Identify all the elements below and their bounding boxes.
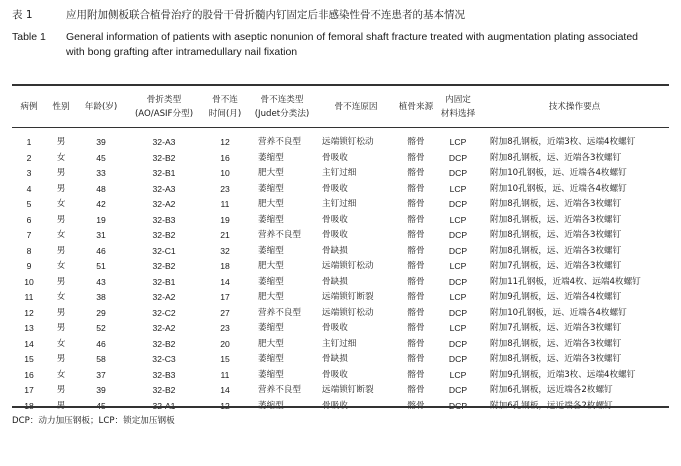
table-caption-cn — [12, 7, 465, 22]
cell-id: 4 — [26, 183, 32, 194]
cell-age: 48 — [96, 183, 106, 194]
table-footnote: DCP：动力加压钢板；LCP：锁定加压钢板 — [12, 416, 175, 426]
header-nonunion-time-line2: 时间(月) — [208, 109, 242, 119]
cell-id: 17 — [24, 385, 34, 395]
table-row — [12, 244, 669, 260]
table-row — [12, 166, 669, 182]
header-age-text: 年龄(岁) — [84, 102, 118, 112]
cell-id: 3 — [26, 168, 32, 178]
header-fixation-line2: 材料选择 — [440, 109, 476, 119]
cell-age: 46 — [96, 338, 106, 349]
table-bottom-rule — [12, 406, 669, 408]
header-technique-text: 技术操作要点 — [548, 102, 601, 112]
cell-age: 58 — [96, 354, 106, 364]
cell-sex: 男 — [56, 323, 66, 333]
cell-sex: 女 — [56, 230, 66, 240]
cell-ntype: 营养不良型 — [258, 385, 301, 395]
cell-fix: DCP — [448, 276, 468, 287]
cell-ftype: 32-B1 — [152, 168, 176, 178]
cell-id: 14 — [24, 338, 34, 349]
cell-tech: 附加8孔钢板，远、近端各3枚螺钉 — [490, 245, 622, 256]
cell-ftype: 32-A3 — [152, 183, 176, 194]
cell-id: 10 — [24, 276, 34, 287]
cell-fix: LCP — [449, 137, 467, 147]
header-fixation-line1: 内固定 — [445, 95, 471, 105]
cell-ntype: 营养不良型 — [258, 230, 301, 240]
cell-source: 髂骨 — [407, 354, 425, 364]
cell-cause: 骨缺损 — [322, 354, 348, 364]
cell-cause: 远端锁钉断裂 — [322, 292, 374, 302]
header-age — [76, 90, 126, 124]
cell-sex: 男 — [56, 214, 66, 225]
cell-ftype: 32-C2 — [152, 307, 176, 318]
header-sex — [46, 90, 76, 124]
table-row — [12, 321, 669, 337]
cell-ftype: 32-A2 — [152, 292, 176, 302]
cell-age: 43 — [96, 276, 106, 287]
header-nonunion-type — [248, 90, 316, 124]
cell-id: 13 — [24, 323, 34, 333]
cell-age: 37 — [96, 369, 106, 380]
cell-fix: LCP — [449, 369, 467, 380]
table-row — [12, 383, 669, 399]
header-cause — [316, 90, 396, 124]
cell-source: 髂骨 — [407, 152, 425, 163]
cell-age: 51 — [96, 261, 106, 271]
cell-ntype: 萎缩型 — [258, 245, 284, 256]
cell-id: 2 — [26, 152, 32, 163]
cell-fix: LCP — [449, 261, 467, 271]
cell-time: 23 — [220, 323, 230, 333]
cell-tech: 附加10孔钢板，远、近端各4枚螺钉 — [490, 168, 627, 178]
cell-ftype: 32-A2 — [152, 323, 176, 333]
header-fixation — [436, 90, 480, 124]
cell-ftype: 32-A2 — [152, 199, 176, 209]
cell-id: 16 — [24, 369, 34, 380]
cell-id: 11 — [24, 292, 34, 302]
cell-ftype: 32-B3 — [152, 369, 176, 380]
cell-sex: 男 — [56, 183, 66, 194]
cell-fix: DCP — [448, 245, 468, 256]
cell-tech: 附加7孔钢板，远、近端各3枚螺钉 — [490, 261, 622, 271]
cell-time: 14 — [220, 276, 230, 287]
cell-cause: 骨吸收 — [322, 214, 348, 225]
cell-ftype: 32-B2 — [152, 338, 176, 349]
cell-age: 19 — [96, 214, 106, 225]
cell-fix: DCP — [448, 230, 468, 240]
table-title-en-line1: General information of patients with aseptic nonunion of femoral shaft fracture treated with augmentation plating associated — [66, 31, 638, 43]
cell-cause: 远端锁钉断裂 — [322, 385, 374, 395]
cell-source: 髂骨 — [407, 307, 425, 318]
cell-age: 33 — [96, 168, 106, 178]
table-row — [12, 182, 669, 198]
cell-cause: 骨吸收 — [322, 323, 348, 333]
cell-age: 42 — [96, 199, 106, 209]
cell-tech: 附加8孔钢板，远、近端各3枚螺钉 — [490, 338, 622, 349]
cell-cause: 骨缺损 — [322, 276, 348, 287]
cell-fix: LCP — [449, 183, 467, 194]
cell-sex: 女 — [56, 338, 66, 349]
cell-cause: 骨缺损 — [322, 245, 348, 256]
cell-time: 16 — [220, 152, 230, 163]
header-technique — [480, 90, 669, 124]
cell-time: 18 — [220, 261, 230, 271]
cell-ftype: 32-B2 — [152, 230, 176, 240]
cell-id: 9 — [26, 261, 32, 271]
cell-tech: 附加8孔钢板，远、近端各3枚螺钉 — [490, 152, 622, 163]
cell-source: 髂骨 — [407, 245, 425, 256]
cell-time: 20 — [220, 338, 230, 349]
cell-ntype: 萎缩型 — [258, 354, 284, 364]
cell-tech: 附加8孔钢板，远、近端各3枚螺钉 — [490, 199, 622, 209]
cell-ntype: 营养不良型 — [258, 307, 301, 318]
cell-ntype: 肥大型 — [258, 199, 284, 209]
cell-fix: LCP — [449, 323, 467, 333]
cell-tech: 附加10孔钢板，远、近端各4枚螺钉 — [490, 307, 627, 318]
cell-ftype: 32-B2 — [152, 261, 176, 271]
cell-source: 髂骨 — [407, 385, 425, 395]
cell-time: 15 — [220, 354, 230, 364]
cell-fix: LCP — [449, 292, 467, 302]
table-row — [12, 306, 669, 322]
table-caption-en — [12, 30, 638, 60]
cell-source: 髂骨 — [407, 137, 425, 147]
cell-sex: 男 — [56, 354, 66, 364]
cell-ntype: 营养不良型 — [258, 137, 301, 147]
cell-tech: 附加11孔钢板，近端4枚、远端4枚螺钉 — [490, 276, 641, 287]
cell-time: 27 — [220, 307, 230, 318]
cell-ntype: 肥大型 — [258, 338, 284, 349]
table-row — [12, 337, 669, 353]
table-label-en: Table 1 — [12, 31, 46, 43]
cell-source: 髂骨 — [407, 261, 425, 271]
cell-tech: 附加9孔钢板，远、近端各4枚螺钉 — [490, 292, 622, 302]
cell-cause: 骨吸收 — [322, 183, 348, 194]
cell-ntype: 肥大型 — [258, 292, 284, 302]
cell-age: 29 — [96, 307, 106, 318]
header-nonunion-time — [202, 90, 248, 124]
cell-id: 7 — [26, 230, 32, 240]
cell-fix: DCP — [448, 338, 468, 349]
cell-source: 髂骨 — [407, 276, 425, 287]
cell-sex: 男 — [56, 276, 66, 287]
table-row — [12, 228, 669, 244]
header-nonunion-time-line1: 骨不连 — [212, 95, 238, 105]
header-id-text: 病例 — [20, 102, 38, 112]
cell-ntype: 肥大型 — [258, 261, 284, 271]
cell-tech: 附加10孔钢板，远、近端各4枚螺钉 — [490, 183, 627, 194]
cell-fix: DCP — [448, 199, 468, 209]
table-row — [12, 290, 669, 306]
cell-sex: 女 — [56, 261, 66, 271]
header-source-text: 植骨来源 — [398, 102, 434, 112]
cell-ftype: 32-C3 — [152, 354, 176, 364]
cell-time: 23 — [220, 183, 230, 194]
cell-time: 32 — [220, 245, 230, 256]
cell-ntype: 萎缩型 — [258, 214, 284, 225]
cell-tech: 附加8孔钢板，近端3枚、远端4枚螺钉 — [490, 137, 636, 147]
cell-source: 髂骨 — [407, 338, 425, 349]
cell-age: 38 — [96, 292, 106, 302]
cell-time: 10 — [220, 168, 230, 178]
cell-tech: 附加8孔钢板，远、近端各3枚螺钉 — [490, 214, 622, 225]
cell-tech: 附加6孔钢板，远近端各2枚螺钉 — [490, 385, 613, 395]
cell-age: 46 — [96, 245, 106, 256]
table-row — [12, 352, 669, 368]
cell-time: 12 — [220, 137, 230, 147]
cell-id: 5 — [26, 199, 32, 209]
cell-sex: 男 — [56, 385, 66, 395]
cell-sex: 男 — [56, 245, 66, 256]
cell-cause: 骨吸收 — [322, 369, 348, 380]
header-sex-text: 性别 — [52, 102, 70, 112]
cell-cause: 远端锁钉松动 — [322, 137, 374, 147]
cell-cause: 主钉过细 — [322, 338, 357, 349]
header-nonunion-type-line1: 骨不连类型 — [260, 95, 304, 105]
cell-time: 11 — [220, 369, 230, 380]
cell-source: 髂骨 — [407, 214, 425, 225]
header-fracture-type-line1: 骨折类型 — [146, 95, 182, 105]
cell-id: 8 — [26, 245, 32, 256]
cell-tech: 附加8孔钢板，远、近端各3枚螺钉 — [490, 230, 622, 240]
cell-cause: 主钉过细 — [322, 168, 357, 178]
cell-id: 1 — [26, 137, 32, 147]
cell-id: 15 — [24, 354, 34, 364]
cell-cause: 骨吸收 — [322, 152, 348, 163]
table-title-cn: 应用附加侧板联合植骨治疗的股骨干骨折髓内钉固定后非感染性骨不连患者的基本情况 — [66, 9, 465, 21]
cell-fix: LCP — [449, 214, 467, 225]
cell-ntype: 萎缩型 — [258, 369, 284, 380]
table-row — [12, 213, 669, 229]
cell-sex: 男 — [56, 168, 66, 178]
cell-source: 髂骨 — [407, 168, 425, 178]
cell-source: 髂骨 — [407, 292, 425, 302]
cell-ntype: 萎缩型 — [258, 323, 284, 333]
cell-age: 31 — [96, 230, 106, 240]
cell-ftype: 32-B2 — [152, 385, 176, 395]
header-source — [396, 90, 436, 124]
table-label-cn: 表 1 — [12, 9, 33, 21]
cell-cause: 骨吸收 — [322, 230, 348, 240]
cell-fix: DCP — [448, 307, 468, 318]
header-id — [12, 90, 46, 124]
table-top-rule — [12, 84, 669, 86]
cell-age: 52 — [96, 323, 106, 333]
header-cause-text: 骨不连原因 — [334, 102, 378, 112]
header-fracture-type-line2: (AO/ASIF分型) — [134, 109, 194, 119]
cell-fix: DCP — [448, 354, 468, 364]
cell-ftype: 32-B2 — [152, 152, 176, 163]
cell-sex: 女 — [56, 292, 66, 302]
cell-time: 14 — [220, 385, 230, 395]
cell-fix: DCP — [448, 168, 468, 178]
cell-tech: 附加9孔钢板，近端3枚、远端4枚螺钉 — [490, 369, 636, 380]
table-row — [12, 275, 669, 291]
header-fracture-type — [126, 90, 202, 124]
cell-age: 39 — [96, 385, 106, 395]
cell-fix: DCP — [448, 152, 468, 163]
table-title-en-line2: with bong grafting after intramedullary nail fixation — [66, 46, 298, 58]
cell-ntype: 萎缩型 — [258, 183, 284, 194]
cell-time: 11 — [220, 199, 230, 209]
table-row — [12, 368, 669, 384]
cell-ntype: 萎缩型 — [258, 152, 284, 163]
cell-ftype: 32-A3 — [152, 137, 176, 147]
cell-cause: 主钉过细 — [322, 199, 357, 209]
cell-source: 髂骨 — [407, 323, 425, 333]
cell-source: 髂骨 — [407, 199, 425, 209]
cell-id: 12 — [24, 307, 34, 318]
cell-sex: 男 — [56, 137, 66, 147]
cell-age: 45 — [96, 152, 106, 163]
cell-ntype: 萎缩型 — [258, 276, 284, 287]
cell-tech: 附加7孔钢板，远、近端各3枚螺钉 — [490, 323, 622, 333]
cell-sex: 女 — [56, 369, 66, 380]
cell-sex: 男 — [56, 307, 66, 318]
cell-time: 21 — [220, 230, 230, 240]
cell-sex: 女 — [56, 199, 66, 209]
cell-cause: 远端锁钉松动 — [322, 307, 374, 318]
cell-ftype: 32-B1 — [152, 276, 176, 287]
cell-ftype: 32-B3 — [152, 214, 176, 225]
cell-sex: 女 — [56, 152, 66, 163]
cell-source: 髂骨 — [407, 230, 425, 240]
table-row — [12, 135, 669, 151]
cell-time: 19 — [220, 214, 230, 225]
cell-fix: DCP — [448, 385, 468, 395]
table-body — [12, 135, 669, 414]
table-row — [12, 151, 669, 167]
cell-ntype: 肥大型 — [258, 168, 284, 178]
header-nonunion-type-line2: (Judet分类法) — [254, 109, 310, 119]
cell-source: 髂骨 — [407, 183, 425, 194]
cell-tech: 附加8孔钢板，远、近端各3枚螺钉 — [490, 354, 622, 364]
table-header-rule — [12, 127, 669, 128]
table-row — [12, 197, 669, 213]
cell-ftype: 32-C1 — [152, 245, 176, 256]
cell-time: 17 — [220, 292, 230, 302]
cell-id: 6 — [26, 214, 32, 225]
cell-age: 39 — [96, 137, 106, 147]
table-row — [12, 259, 669, 275]
cell-cause: 远端锁钉松动 — [322, 261, 374, 271]
cell-source: 髂骨 — [407, 369, 425, 380]
